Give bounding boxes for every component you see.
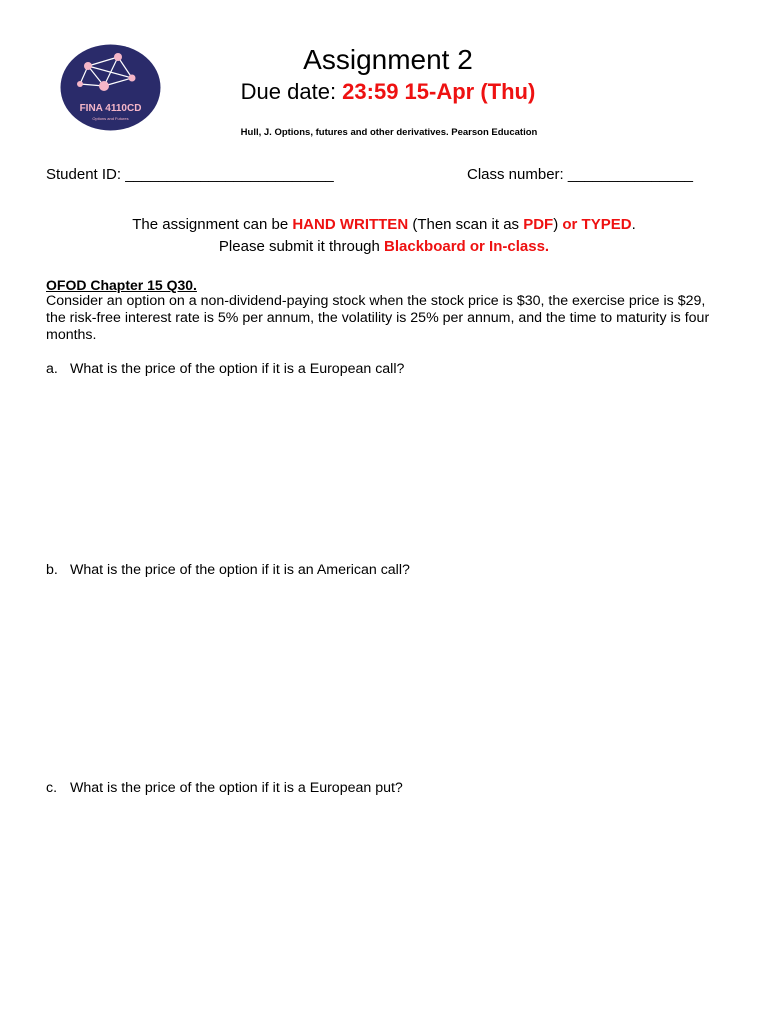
- instruction-highlight: PDF: [523, 216, 554, 233]
- instruction-text: .: [631, 216, 636, 233]
- instruction-text: ): [553, 216, 563, 233]
- page-title: Assignment 2: [303, 44, 473, 75]
- question-b: [46, 562, 410, 579]
- question-a: [46, 361, 404, 378]
- student-id-field: Student ID: _________________________: [46, 166, 334, 183]
- problem-heading: OFOD Chapter 15 Q30.: [46, 277, 197, 293]
- due-date-value: 23:59 15-Apr (Thu): [342, 79, 536, 104]
- question-text: What is the price of the option if it is a European call?: [70, 361, 405, 377]
- instruction-highlight: Blackboard or In-class.: [384, 238, 550, 255]
- question-label: b.: [46, 562, 58, 578]
- submission-format-instruction: [0, 216, 768, 234]
- instruction-text: The assignment can be: [132, 216, 293, 233]
- submission-method-instruction: [0, 238, 768, 256]
- textbook-reference: Hull, J. Options, futures and other derivatives. Pearson Education: [240, 127, 538, 138]
- logo-subtext: Options and Futures: [92, 116, 129, 121]
- question-text: What is the price of the option if it is a European put?: [70, 780, 403, 796]
- instruction-highlight: or TYPED: [562, 216, 632, 233]
- question-c: [46, 780, 403, 797]
- logo-text: FINA 4110CD: [79, 103, 142, 114]
- question-label: c.: [46, 780, 58, 796]
- due-date-label: Due date:: [240, 79, 343, 104]
- class-number-field: Class number: _______________: [467, 166, 694, 183]
- instruction-text: (Then scan it as: [408, 216, 524, 233]
- due-date: [0, 77, 768, 107]
- question-text: What is the price of the option if it is an American call?: [70, 562, 410, 578]
- question-label: a.: [46, 361, 58, 377]
- instruction-highlight: HAND WRITTEN: [292, 216, 409, 233]
- instruction-text: Please submit it through: [218, 238, 385, 255]
- problem-statement: Consider an option on a non-dividend-paying stock when the stock price is $30, the exercise price is $29, the risk-free interest rate is 5% per annum, the volatility is 25% per annum, and the time to maturity is four months.: [46, 293, 710, 343]
